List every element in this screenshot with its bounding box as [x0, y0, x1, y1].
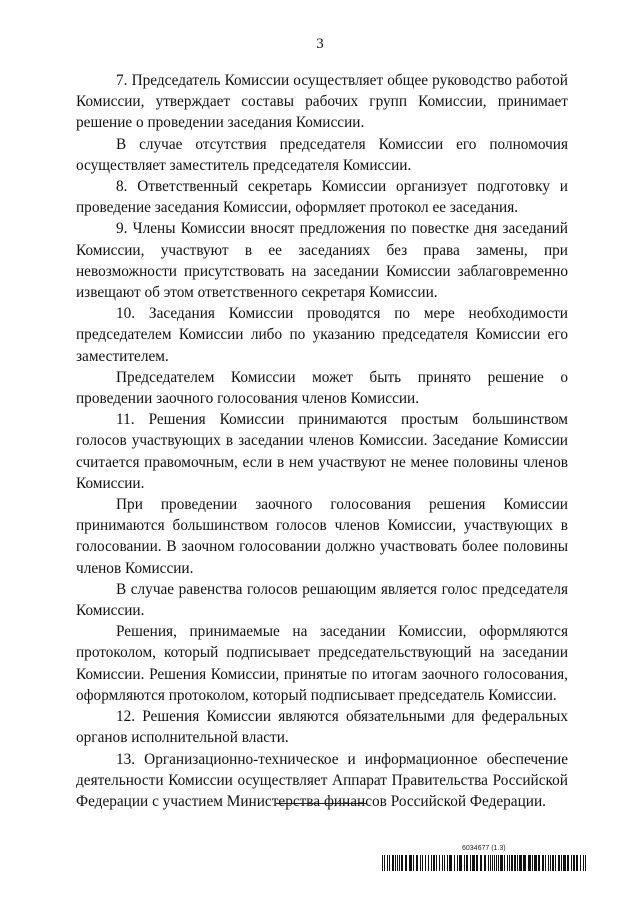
paragraph-10: 10. Заседания Комиссии проводятся по мере необходимости председателем Комиссии либо по указанию председателя Комиссии его заместителем. — [76, 305, 568, 365]
paragraph-13: 13. Организационно-техническое и информационное обеспечение деятельности Комиссии осуществляет Аппарат Правительства Российской Федерации с участием Министерства финансов Российской Федерации. — [76, 750, 568, 810]
paragraph-11-protocol: Решения, принимаемые на заседании Комиссии, оформляются протоколом, который подписывает председательствующий на заседании Комиссии. Решения Комиссии, принятые по итогам заочного голосования, оформляются протоколом, который подписывает председатель Комиссии. — [76, 623, 568, 704]
page-number: 3 — [316, 36, 324, 52]
paragraph-11-absentee-decisions: При проведении заочного голосования решения Комиссии принимаются большинством голосов членов Комиссии, участвующих в голосовании. В заочном голосовании должно участвовать более половины членов Комиссии. — [76, 496, 568, 577]
paragraph-7-deputy: В случае отсутствия председателя Комиссии его полномочия осуществляет заместитель председателя Комиссии. — [76, 135, 568, 174]
paragraph-11-tie-vote: В случае равенства голосов решающим является голос председателя Комиссии. — [76, 580, 568, 620]
paragraph-8: 8. Ответственный секретарь Комиссии организует подготовку и проведение заседания Комиссии, оформляет протокол ее заседания. — [76, 178, 568, 217]
barcode-icon — [382, 855, 590, 871]
paragraph-9: 9. Члены Комиссии вносят предложения по повестке дня заседаний Комиссии, участвуют в ее заседаниях без права замены, при невозможности присутствовать на заседании Комиссии заблаговременно извещают об этом ответственного секретаря Комиссии. — [76, 220, 568, 302]
paragraph-10-absentee-vote: Председателем Комиссии может быть принято решение о проведении заочного голосования членов Комиссии. — [76, 368, 568, 408]
barcode-code: 6034677 (1.3) — [462, 845, 506, 852]
end-of-text-rule — [276, 803, 366, 804]
document-body — [76, 70, 568, 812]
paragraph-12: 12. Решения Комиссии являются обязательными для федеральных органов исполнительной власти. — [76, 708, 568, 747]
paragraph-7: 7. Председатель Комиссии осуществляет общее руководство работой Комиссии, утверждает составы рабочих групп Комиссии, принимает решение о проведении заседания Комиссии. — [76, 72, 568, 132]
paragraph-11: 11. Решения Комиссии принимаются простым большинством голосов участвующих в заседании членов Комиссии. Заседание Комиссии считается правомочным, если в нем участвуют не менее половины членов Комиссии. — [76, 411, 568, 492]
